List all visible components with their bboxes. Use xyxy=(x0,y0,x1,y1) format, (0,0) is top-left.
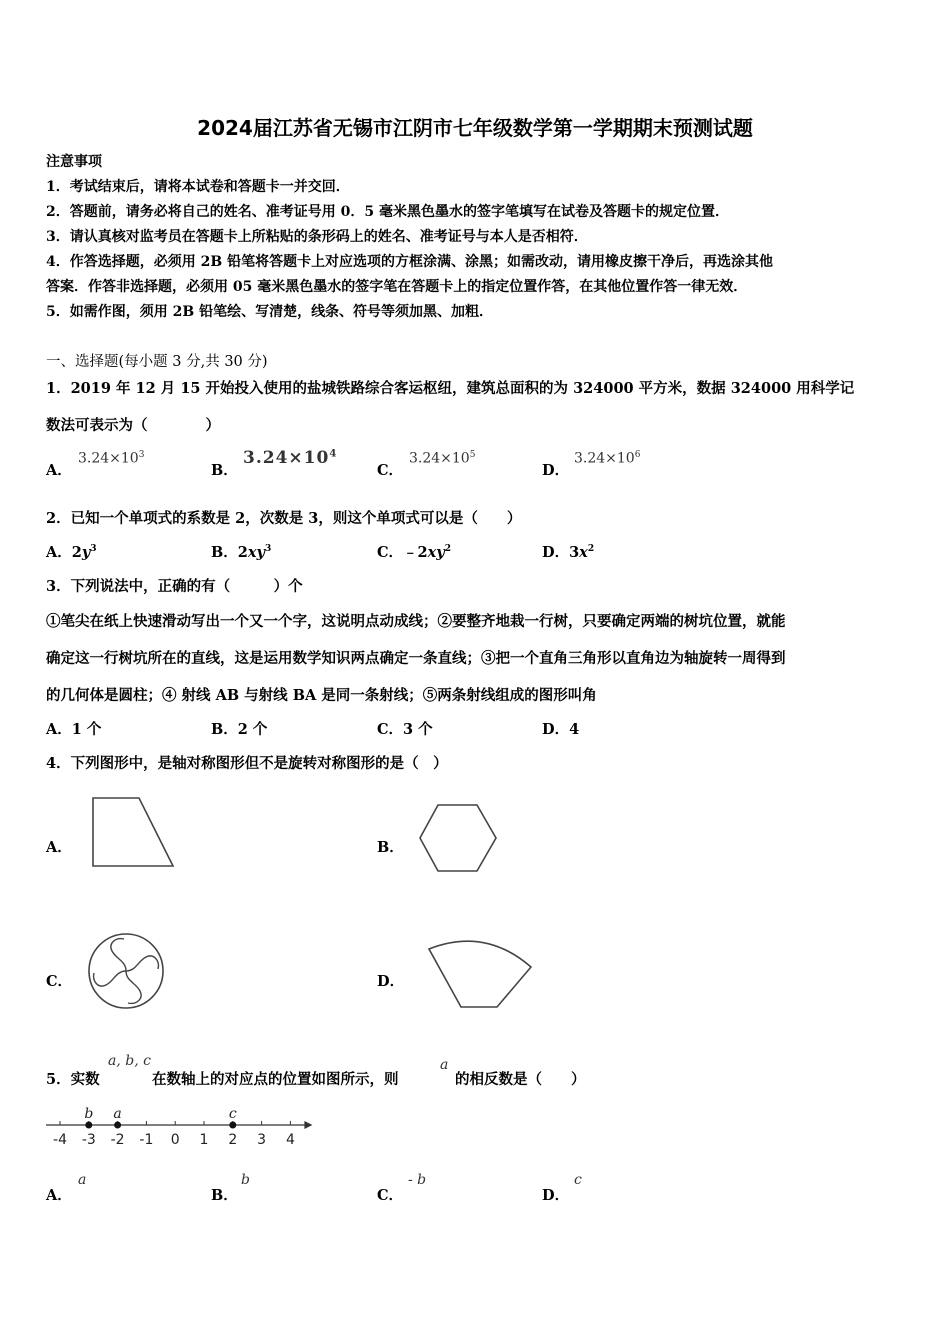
question-5-middle: 在数轴上的对应点的位置如图所示，则 xyxy=(152,1071,399,1088)
q1-option-b: $3.24\times 10^4$ xyxy=(243,448,338,468)
q2-option-a: A．$2y^3$ xyxy=(46,544,97,561)
q4-option-d-label: D． xyxy=(377,973,405,990)
q5-option-a: a xyxy=(78,1172,87,1188)
q4-option-a-label: A． xyxy=(46,839,72,856)
axis-tick-label: 3 xyxy=(257,1132,267,1148)
point-label-a: a xyxy=(113,1106,122,1122)
q5-option-b-label: B． xyxy=(211,1187,238,1204)
axis-tick-label: -3 xyxy=(81,1132,96,1148)
q3-option-b: B．2 个 xyxy=(211,721,268,738)
number-line xyxy=(40,1100,320,1150)
question-3-body: 的几何体是圆柱；④ 射线 AB 与射线 BA 是同一条射线；⑤两条射线组成的图形叫角 xyxy=(46,687,597,704)
q5-option-d-label: D． xyxy=(542,1187,570,1204)
question-4-stem: 4．下列图形中，是轴对称图形但不是旋转对称图形的是（ ） xyxy=(46,755,448,772)
q3-option-a: A．1 个 xyxy=(46,721,102,738)
q1-option-c-label: C． xyxy=(377,462,404,479)
question-3-body: 确定这一行树坑所在的直线，这是运用数学知识两点确定一条直线；③把一个直角三角形以直角边为轴旋转一周得到 xyxy=(46,650,786,667)
axis-tick-label: -2 xyxy=(110,1132,125,1148)
axis-tick-label: 1 xyxy=(199,1132,209,1148)
question-3-body: ①笔尖在纸上快速滑动写出一个又一个字，这说明点动成线；②要整齐地栽一行树，只要确定两端的树坑位置，就能 xyxy=(46,613,786,630)
point-c xyxy=(229,1122,236,1129)
question-5-prefix: 5．实数 xyxy=(46,1071,100,1088)
q1-option-d-label: D． xyxy=(542,462,570,479)
axis-tick-label: 0 xyxy=(170,1132,180,1148)
q5-option-c-label: C． xyxy=(377,1187,404,1204)
q1-option-c: $3.24\times 10^5$ xyxy=(409,450,476,467)
q1-option-b-label: B． xyxy=(211,462,238,479)
trapezoid-figure xyxy=(86,795,176,869)
q1-option-a: $3.24\times 10^3$ xyxy=(78,450,145,467)
q4-option-b-label: B． xyxy=(377,839,404,856)
point-label-b: b xyxy=(84,1106,94,1122)
page-title: 2024届江苏省无锡市江阴市七年级数学第一学期期末预测试题 xyxy=(197,116,753,140)
q3-option-d: D．4 xyxy=(542,721,580,738)
notice-item: 答案．作答非选择题，必须用 05 毫米黑色墨水的签字笔在答题卡上的指定位置作答，在其他位置作答一律无效． xyxy=(46,279,748,295)
axis-tick-label: 2 xyxy=(228,1132,238,1148)
q2-option-b: B．$2xy^3$ xyxy=(211,544,272,561)
q2-option-d: D．$3x^2$ xyxy=(542,544,595,561)
notice-heading: 注意事项 xyxy=(46,154,102,170)
notice-item: 3．请认真核对监考员在答题卡上所粘贴的条形码上的姓名、准考证号与本人是否相符． xyxy=(46,229,588,245)
q5-option-b: b xyxy=(241,1172,250,1188)
point-a xyxy=(114,1122,121,1129)
notice-item: 5．如需作图，须用 2B 铅笔绘、写清楚，线条、符号等须加黑、加粗． xyxy=(46,304,494,320)
q4-option-c-label: C． xyxy=(46,973,73,990)
q3-option-c: C．3 个 xyxy=(377,721,433,738)
q5-vars: a, b, c xyxy=(108,1053,151,1069)
question-1-stem-cont: 数法可表示为（ ） xyxy=(46,417,220,434)
axis-tick-label: -4 xyxy=(53,1132,67,1148)
notice-item: 2．答题前，请务必将自己的姓名、准考证号用 0．5 毫米黑色墨水的签字笔填写在试卷及答题卡的规定位置． xyxy=(46,204,729,220)
notice-item: 4．作答选择题，必须用 2B 铅笔将答题卡上对应选项的方框涂满、涂黑；如需改动，请用橡皮擦干净后，再选涂其他 xyxy=(46,254,774,270)
pinwheel-circle-figure xyxy=(86,931,166,1011)
question-3-stem: 3．下列说法中，正确的有（ ）个 xyxy=(46,578,303,595)
axis-tick-label: 4 xyxy=(285,1132,295,1148)
q1-option-a-label: A． xyxy=(46,462,72,479)
q5-option-d: c xyxy=(574,1172,582,1188)
hexagon-figure xyxy=(418,803,498,873)
question-2-stem: 2．已知一个单项式的系数是 2，次数是 3，则这个单项式可以是（ ） xyxy=(46,510,522,527)
q5-var-a: a xyxy=(440,1057,449,1073)
q1-option-d: $3.24\times 10^6$ xyxy=(574,450,641,467)
point-label-c: c xyxy=(228,1106,237,1122)
question-5-suffix: 的相反数是（ ） xyxy=(455,1071,586,1088)
axis-tick-label: -1 xyxy=(139,1132,154,1148)
notice-item: 1．考试结束后，请将本试卷和答题卡一并交回． xyxy=(46,179,350,195)
sector-figure xyxy=(425,937,535,1013)
q5-option-a-label: A． xyxy=(46,1187,72,1204)
axis-arrow xyxy=(304,1121,312,1129)
section-heading: 一、选择题(每小题 3 分,共 30 分) xyxy=(46,354,268,370)
question-1-stem: 1．2019 年 12 月 15 开始投入使用的盐城铁路综合客运枢纽，建筑总面积的为 324000 平方米，数据 324000 用科学记 xyxy=(46,380,855,397)
q2-option-c: C．$﹣2xy^2$ xyxy=(377,544,451,561)
point-b xyxy=(85,1122,92,1129)
q5-option-c: - b xyxy=(408,1172,427,1188)
